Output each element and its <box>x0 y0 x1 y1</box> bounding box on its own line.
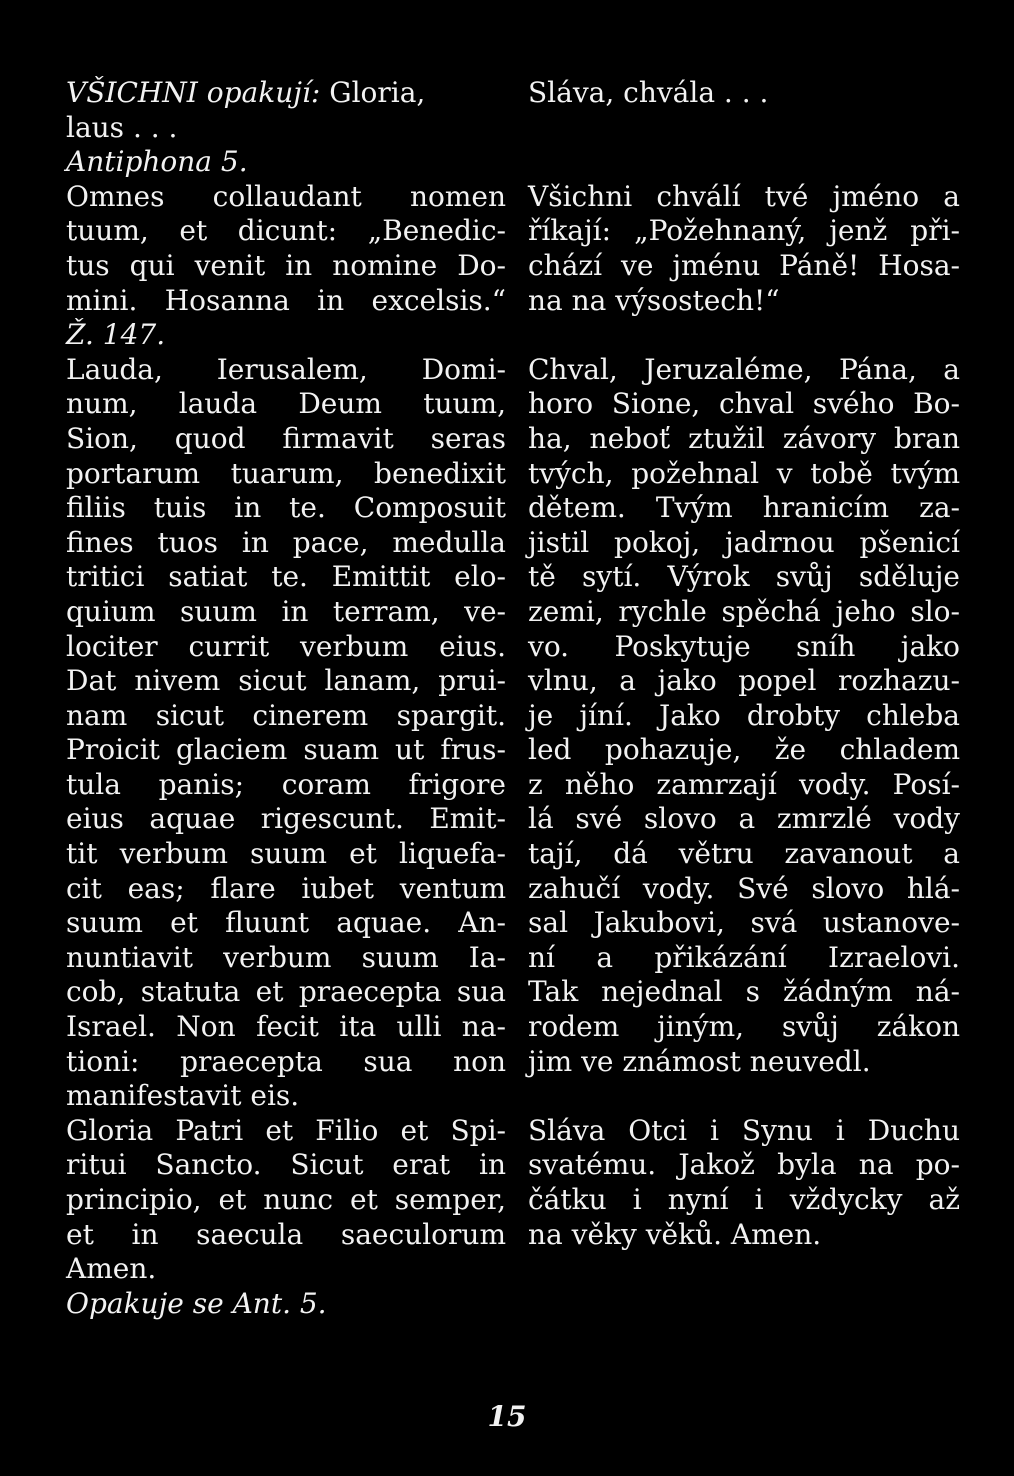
czech-line <box>528 318 960 353</box>
latin-line: ritui Sancto. Sicut erat in <box>66 1148 506 1182</box>
czech-line: sal Jakubovi, svá ustanove- <box>528 906 960 940</box>
czech-line: na věky věků. Amen. <box>528 1217 822 1251</box>
latin-line: num, lauda Deum tuum, <box>66 387 506 421</box>
latin-line: tioni: praecepta sua non <box>66 1044 506 1078</box>
page-number: 15 <box>487 1400 527 1433</box>
latin-line: tuum, et dicunt: „Benedic- <box>66 214 506 248</box>
czech-line: rodem jiným, svůj zákon <box>528 1010 960 1044</box>
latin-line: laus . . . <box>66 110 178 144</box>
czech-line: Chval, Jeruzaléme, Pána, a <box>528 352 960 386</box>
latin-line: tit verbum suum et liquefa- <box>66 837 506 871</box>
latin-column <box>66 76 506 1321</box>
latin-line: manifestavit eis. <box>66 1079 300 1113</box>
czech-line: jistil pokoj, jadrnou pšenicí <box>528 525 960 559</box>
latin-line: nam sicut cinerem spargit. <box>66 698 506 732</box>
latin-line: Omnes collaudant nomen <box>66 179 506 213</box>
czech-line: z něho zamrzají vody. Posí- <box>528 767 960 801</box>
latin-line: Israel. Non fecit ita ulli na- <box>66 1010 506 1044</box>
czech-line: led pohazuje, že chladem <box>528 733 960 767</box>
czech-line: chází ve jménu Páně! Hosa- <box>528 248 960 282</box>
czech-line: zahučí vody. Své slovo hlá- <box>528 871 960 905</box>
czech-line: Sláva, chvála . . . <box>528 76 769 109</box>
latin-line: cob, statuta et praecepta sua <box>66 975 506 1009</box>
latin-line: Gloria Patri et Filio et Spi- <box>66 1113 506 1147</box>
czech-line: tají, dá větru zavanout a <box>528 837 960 871</box>
latin-line: Antiphona 5. <box>66 145 248 179</box>
latin-line: Ž. 147. <box>66 318 166 352</box>
latin-line: mini. Hosanna in excelsis.“ <box>66 283 506 317</box>
czech-line <box>528 111 960 146</box>
latin-line: Dat nivem sicut lanam, prui- <box>66 664 506 698</box>
czech-line: říkají: „Požehnaný, jenž při- <box>528 214 960 248</box>
latin-line: Lauda, Ierusalem, Domi- <box>66 352 506 386</box>
latin-line: Opakuje se Ant. 5. <box>66 1286 327 1320</box>
czech-line: tě sytí. Výrok svůj sděluje <box>528 560 960 594</box>
latin-line: tus qui venit in nomine Do- <box>66 248 506 282</box>
czech-line: vlnu, a jako popel rozhazu- <box>528 664 960 698</box>
latin-line: Sion, quod firmavit seras <box>66 421 506 455</box>
czech-line: ha, neboť ztužil závory bran <box>528 421 960 455</box>
czech-line: je jíní. Jako drobty chleba <box>528 698 960 732</box>
latin-line: et in saecula saeculorum <box>66 1217 506 1251</box>
czech-line: vo. Poskytuje sníh jako <box>528 629 960 663</box>
latin-line: nuntiavit verbum suum Ia- <box>66 940 506 974</box>
czech-line <box>528 145 960 180</box>
latin-line: tula panis; coram frigore <box>66 767 506 801</box>
czech-line: čátku i nyní i vždycky až <box>528 1183 960 1216</box>
latin-line-italic-lead: VŠICHNI opakují: <box>66 76 321 109</box>
latin-line: filiis tuis in te. Composuit <box>66 491 506 525</box>
czech-line: tvých, požehnal v tobě tvým <box>528 456 960 490</box>
latin-line: cit eas; flare iubet ventum <box>66 871 506 905</box>
latin-line: tritici satiat te. Emittit elo- <box>66 560 506 594</box>
latin-line <box>66 76 506 111</box>
latin-line: suum et fluunt aquae. An- <box>66 906 506 940</box>
czech-line: na na výsostech!“ <box>528 283 780 317</box>
latin-line: eius aquae rigescunt. Emit- <box>66 802 506 836</box>
latin-line: quium suum in terram, ve- <box>66 594 506 628</box>
latin-line: Amen. <box>66 1252 157 1286</box>
czech-line: Sláva Otci i Synu i Duchu <box>528 1113 960 1147</box>
czech-line <box>528 1079 960 1114</box>
czech-line: jim ve známost neuvedl. <box>528 1044 871 1078</box>
czech-line: svatému. Jakož byla na po- <box>528 1148 960 1182</box>
czech-column <box>528 76 960 1252</box>
latin-line: fines tuos in pace, medulla <box>66 525 506 559</box>
czech-line: Tak nejednal s žádným ná- <box>528 975 960 1009</box>
czech-line: zemi, rychle spěchá jeho slo- <box>528 594 960 628</box>
latin-line: portarum tuarum, benedixit <box>66 456 506 490</box>
czech-line: horo Sione, chval svého Bo- <box>528 387 960 421</box>
latin-line: lociter currit verbum eius. <box>66 629 506 663</box>
czech-line: ní a přikázání Izraelovi. <box>528 940 960 974</box>
latin-line-rest: Gloria, <box>320 76 426 109</box>
latin-line: principio, et nunc et semper, <box>66 1183 506 1216</box>
czech-line: Všichni chválí tvé jméno a <box>528 179 960 213</box>
latin-line: Proicit glaciem suam ut frus- <box>66 733 506 767</box>
czech-line: lá své slovo a zmrzlé vody <box>528 802 960 836</box>
czech-line: dětem. Tvým hranicím za- <box>528 491 960 525</box>
